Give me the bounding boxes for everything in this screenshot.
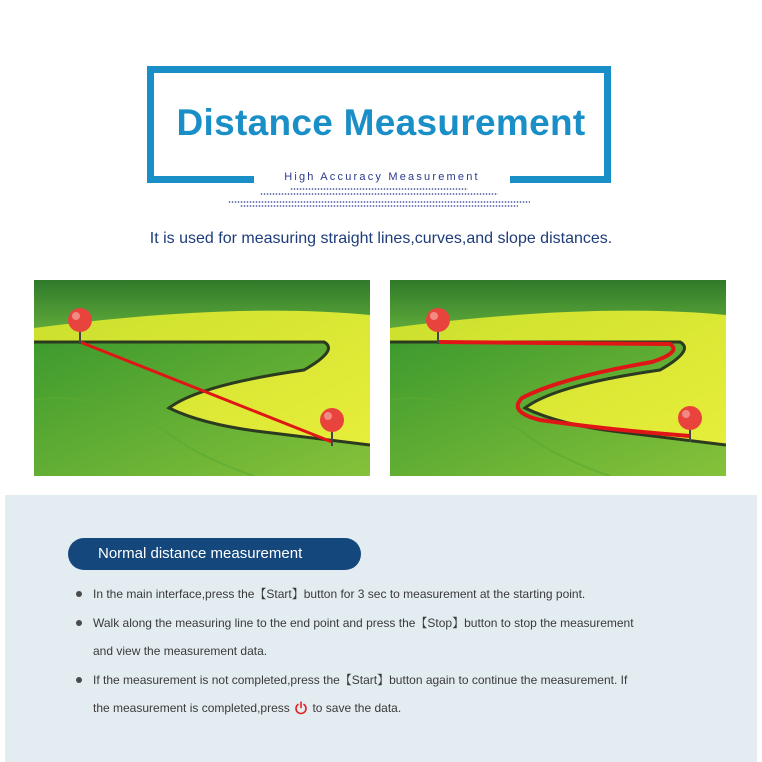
instruction-line xyxy=(93,694,716,726)
instruction-line: In the main interface,press the【Start】button for 3 sec to measurement at the starting point. xyxy=(93,587,586,601)
list-item xyxy=(76,666,716,726)
page-subtitle: High Accuracy Measurement xyxy=(284,171,480,183)
instruction-line: If the measurement is not completed,press the【Start】button again to continue the measurement. If xyxy=(93,672,628,687)
list-item xyxy=(76,580,716,609)
instruction-text: to save the data. xyxy=(312,701,402,715)
instruction-line: and view the measurement data. xyxy=(93,644,268,658)
curve-measurement-photo xyxy=(390,280,726,476)
description-text: It is used for measuring straight lines,curves,and slope distances. xyxy=(149,230,613,247)
decorative-dots xyxy=(290,188,468,190)
bullet-dot xyxy=(76,620,82,626)
bullet-dot xyxy=(76,591,82,597)
instruction-list xyxy=(76,580,716,726)
section-heading: Normal distance measurement xyxy=(68,538,361,570)
bullet-dot xyxy=(76,677,82,683)
instruction-line: Walk along the measuring line to the end point and press the【Stop】button to stop the measurement xyxy=(93,615,634,630)
decorative-dots xyxy=(228,201,530,203)
power-icon xyxy=(294,697,308,726)
page-title: Distance Measurement xyxy=(176,102,586,143)
straight-line-measurement-photo xyxy=(34,280,370,476)
decorative-dots xyxy=(240,205,518,207)
decorative-dots xyxy=(260,193,498,195)
list-item xyxy=(76,609,716,666)
instruction-text: the measurement is completed,press xyxy=(93,701,290,715)
